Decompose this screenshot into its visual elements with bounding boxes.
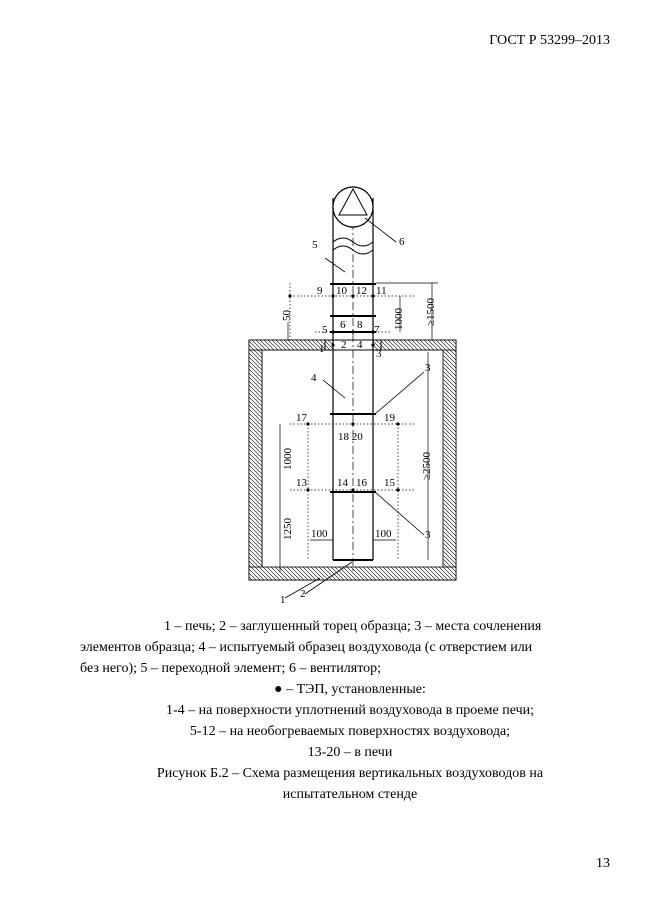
sensor-label-11: 11	[376, 285, 387, 297]
sensor-label-5: 5	[322, 324, 328, 336]
figure-title-line-1: Рисунок Б.2 – Схема размещения вертикальных воздуховодов на	[156, 766, 544, 781]
dimension-2500: ≥2500	[421, 451, 433, 480]
sensor-label-19: 19	[384, 412, 395, 424]
sensor-label-13: 13	[296, 477, 307, 489]
sensor-label-12: 12	[356, 285, 367, 297]
figure-title-line-2: испытательном стенде	[282, 787, 418, 802]
sensor-label-1: 1	[319, 343, 325, 355]
label-joint-bottom: 3	[425, 529, 431, 541]
legend-line-3: без него); 5 – переходной элемент; 6 – вентилятор;	[80, 661, 382, 676]
duct-sample	[330, 190, 376, 572]
sensor-label-15: 15	[384, 477, 395, 489]
sensor-label-6: 6	[340, 319, 346, 331]
leader-lines	[285, 218, 424, 598]
document-header: ГОСТ Р 53299–2013	[489, 33, 610, 48]
sensor-label-3: 3	[376, 348, 382, 360]
sensor-label-14: 14	[337, 477, 348, 489]
sensor-label-7: 7	[374, 324, 380, 336]
fan-icon	[333, 187, 373, 227]
sensor-label-16: 16	[356, 477, 367, 489]
dimension-100-right: 100	[375, 528, 392, 540]
sensor-label-10: 10	[336, 285, 347, 297]
dimension-50: 50	[281, 310, 293, 321]
figure-caption	[80, 616, 620, 805]
tep-legend-line: ● – ТЭП, установленные:	[274, 682, 426, 697]
dimension-1000-left: 1000	[282, 448, 294, 470]
label-transition: 5	[312, 239, 318, 251]
tep-1-4-line: 1-4 – на поверхности уплотнений воздуховода в проеме печи;	[165, 703, 535, 718]
label-end: 2	[300, 588, 306, 600]
sensor-label-18-20: 18 20	[338, 431, 363, 443]
dimension-100-left: 100	[311, 528, 328, 540]
sensor-label-17: 17	[296, 412, 307, 424]
tep-13-20-line: 13-20 – в печи	[307, 745, 393, 760]
dimension-1500: ≥1500	[425, 297, 437, 326]
tep-5-12-line: 5-12 – на необогреваемых поверхностях воздуховода;	[189, 724, 511, 739]
sensor-label-9: 9	[317, 285, 323, 297]
legend-line-1: 1 – печь; 2 – заглушенный торец образца; 3 – места сочленения	[164, 619, 542, 634]
dimension-1250: 1250	[282, 518, 294, 540]
label-joint-top: 3	[425, 362, 431, 374]
label-fan: 6	[399, 236, 405, 248]
sensor-label-4: 4	[357, 339, 363, 351]
label-furnace: 1	[280, 594, 286, 606]
legend-line-2: элементов образца; 4 – испытуемый образец воздуховода (с отверстием или	[80, 640, 533, 655]
dimension-1000-top: 1000	[393, 308, 405, 330]
label-sample: 4	[311, 372, 317, 384]
sensor-label-2: 2	[341, 339, 347, 351]
page-number: 13	[596, 856, 610, 871]
sensor-label-8: 8	[357, 319, 363, 331]
